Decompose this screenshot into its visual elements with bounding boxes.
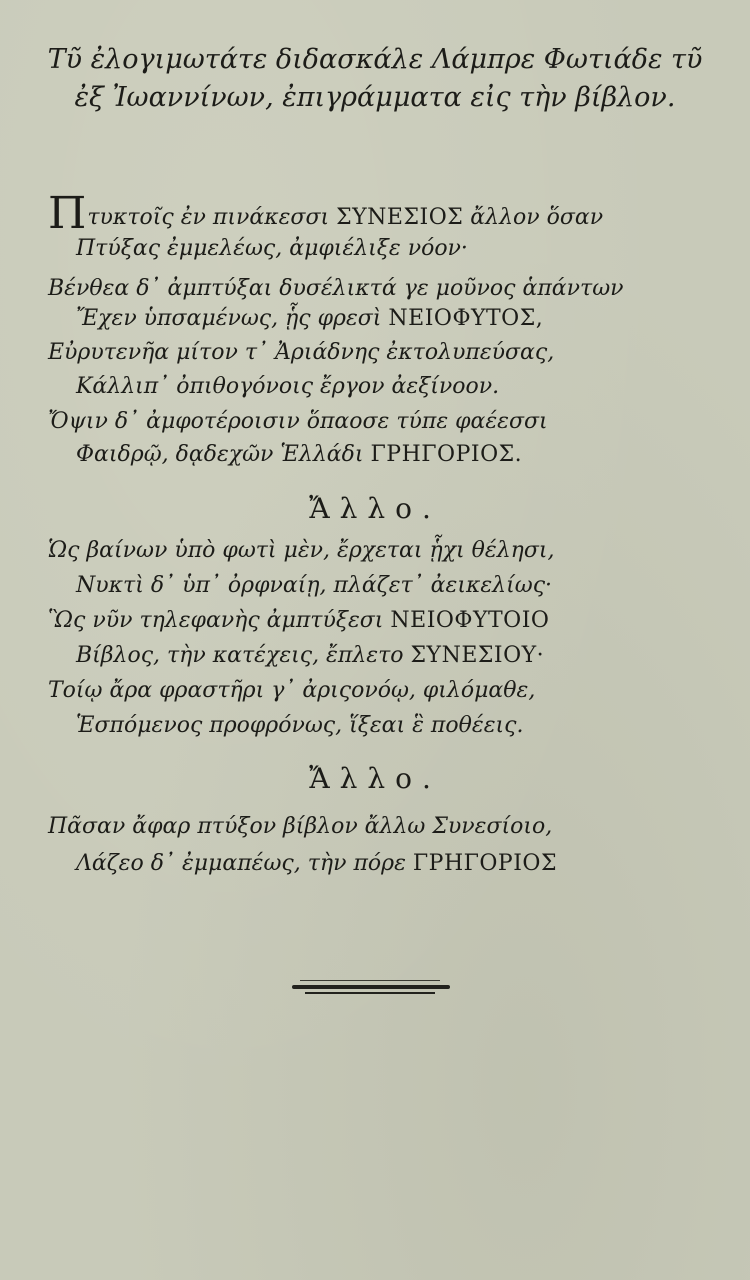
poem2-line-1: Ὡς βαίνων ὑπὸ φωτὶ μὲν, ἔρχεται ᾗχι θέλησι,	[48, 538, 555, 563]
ornament-rule	[292, 985, 450, 989]
poem2-line-5: Τοίῳ ἄρα φραστῆρι γ᾽ ἀριςονόῳ, φιλόμαθε,	[48, 678, 536, 703]
section-title-allo-2: Ἄλλο.	[309, 762, 441, 795]
poem2-line-2: Νυκτὶ δ᾽ ὑπ᾽ ὀρφναίῃ, πλάζετ᾽ ἀεικελίως·	[76, 573, 553, 598]
poem1-line-3: Βένθεα δ᾽ ἀμπτύξαι δυσέλικτά γε μοῦνος ἁπάντων	[48, 276, 624, 301]
heading-line-2: ἐξ Ἰωαννίνων, ἐπιγράμματα εἰς τὴν βίβλον.	[74, 82, 676, 113]
poem3-line-2: Λάζεο δ᾽ ἐμμαπέως, τὴν πόρε ΓΡΗΓΟΡΙΟΣ	[76, 851, 558, 876]
poem1-line-1: Πτυκτοῖς ἐν πινάκεσσι ΣΥΝΕΣΙΟΣ ἄλλον ὅσαν	[48, 188, 604, 239]
poem3-line-1: Πᾶσαν ἄφαρ πτύξον βίβλον ἄλλω Συνεσίοιο,	[48, 814, 553, 839]
drop-cap: Π	[48, 188, 87, 239]
poem1-line-6: Κάλλιπ᾽ ὀπιθογόνοις ἔργον ἀεξίνοον.	[76, 374, 500, 399]
ornament-rule-top	[300, 980, 440, 981]
poem1-line-2: Πτύξας ἐμμελέως, ἀμφιέλιξε νόον·	[76, 236, 468, 261]
poem1-line-4: Ἔχεν ὑπσαμένως, ᾗς φρεσὶ ΝΕΙΟΦΥΤΟΣ,	[76, 306, 544, 331]
poem2-line-4: Βίβλος, τὴν κατέχεις, ἔπλετο ΣΥΝΕΣΙΟΥ·	[76, 643, 545, 668]
heading-line-1: Τῦ ἐλογιμωτάτε διδασκάλε Λάμπρε Φωτιάδε τῦ	[47, 44, 703, 75]
poem2-line-6: Ἑσπόμενος προφρόνως, ἵξεαι ἓ ποθέεις.	[76, 713, 524, 738]
poem1-line-8: Φαιδρῷ, δᾳδεχῶν Ἑλλάδι ΓΡΗΓΟΡΙΟΣ.	[76, 442, 523, 467]
ornament-rule-bottom	[305, 992, 435, 994]
poem1-line-7: Ὄψιν δ᾽ ἀμφοτέροισιν ὅπαοσε τύπε φαέεσσι	[48, 409, 548, 434]
poem2-line-3: Ὣς νῦν τηλεφανὴς ἀμπτύξεσι ΝΕΙΟΦΥΤΟΙΟ	[48, 608, 550, 633]
poem1-line-5: Εὐρυτενῆα μίτον τ᾽ Ἀριάδνης ἐκτολυπεύσας,	[48, 340, 555, 365]
section-title-allo-1: Ἄλλο.	[309, 492, 441, 525]
